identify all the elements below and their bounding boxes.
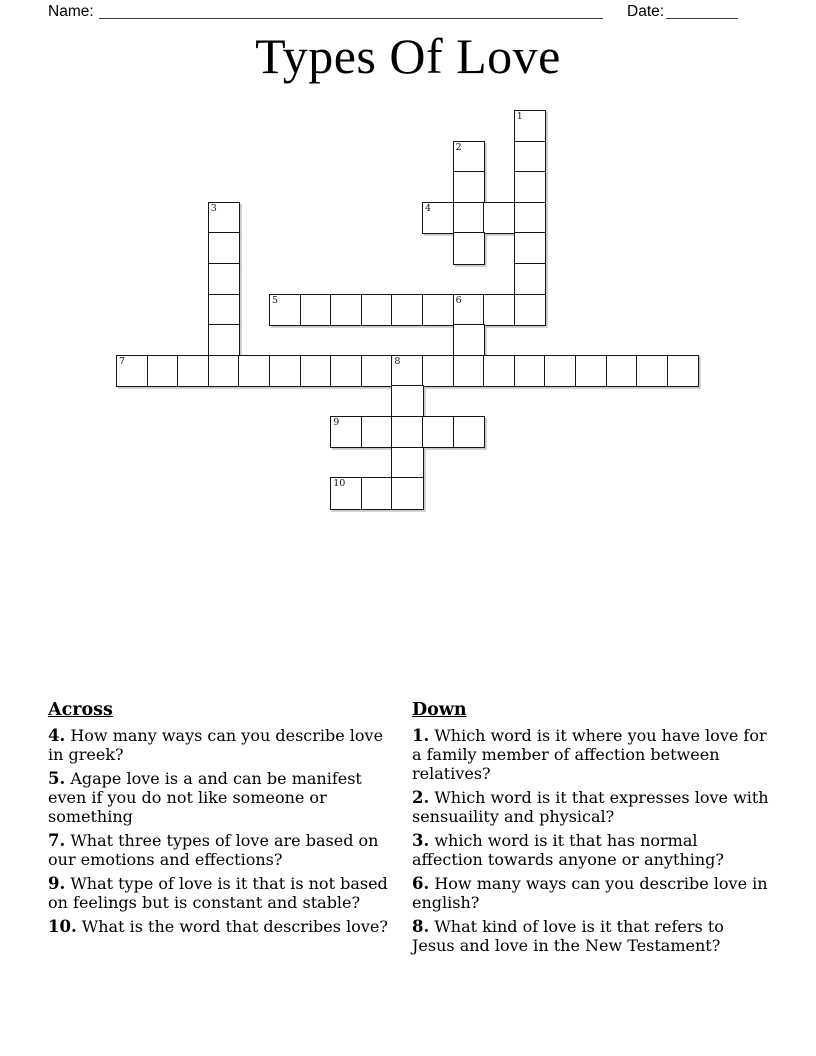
clues-down bbox=[412, 700, 770, 960]
cell-number: 3 bbox=[210, 202, 217, 214]
date-blank-line[interactable] bbox=[666, 2, 738, 19]
grid-cell[interactable] bbox=[391, 355, 423, 387]
grid-cell[interactable] bbox=[330, 294, 362, 326]
grid-cell[interactable] bbox=[300, 294, 332, 326]
grid-cell[interactable] bbox=[514, 355, 546, 387]
grid-cell[interactable] bbox=[391, 477, 423, 509]
grid-cell[interactable] bbox=[453, 202, 485, 234]
grid-cell[interactable] bbox=[636, 355, 668, 387]
clues-section bbox=[48, 700, 770, 960]
grid-cell[interactable] bbox=[269, 294, 301, 326]
clue-across-10: 10. What is the word that describes love? bbox=[48, 916, 388, 936]
crossword-grid bbox=[116, 110, 700, 510]
grid-cell[interactable] bbox=[514, 171, 546, 203]
cell-number: 8 bbox=[394, 355, 401, 367]
clue-across-7: 7. What three types of love are based on our emotions and effections? bbox=[48, 831, 379, 870]
grid-cell[interactable] bbox=[238, 355, 270, 387]
grid-cell[interactable] bbox=[361, 355, 393, 387]
clue-down-2: 2. Which word is it that expresses love with sensuaility and physical? bbox=[412, 788, 769, 827]
clue-number: 6. bbox=[412, 873, 430, 893]
name-blank-line[interactable] bbox=[99, 2, 603, 19]
grid-cell[interactable] bbox=[391, 416, 423, 448]
grid-cell[interactable] bbox=[422, 355, 454, 387]
grid-cell[interactable] bbox=[483, 355, 515, 387]
grid-cell[interactable] bbox=[606, 355, 638, 387]
cell-number: 4 bbox=[425, 202, 432, 214]
clue-across-4: 4. How many ways can you describe love in greek? bbox=[48, 726, 384, 765]
grid-cell[interactable] bbox=[514, 263, 546, 295]
grid-cell[interactable] bbox=[422, 294, 454, 326]
clue-down-6: 6. How many ways can you describe love in english? bbox=[412, 873, 768, 913]
grid-cell[interactable] bbox=[514, 110, 546, 142]
grid-cell[interactable] bbox=[361, 416, 393, 448]
clue-number: 2. bbox=[412, 788, 430, 808]
grid-cell[interactable] bbox=[391, 447, 423, 479]
down-clue-list bbox=[412, 726, 770, 955]
clue-across-9: 9. What type of love is it that is not based on feelings but is constant and stable? bbox=[48, 873, 388, 913]
cell-number: 6 bbox=[455, 294, 462, 306]
grid-cell[interactable] bbox=[422, 202, 454, 234]
grid-cell[interactable] bbox=[330, 416, 362, 448]
grid-cell[interactable] bbox=[208, 324, 240, 356]
clue-down-8: 8. What kind of love is it that refers to Jesus and love in the New Testament? bbox=[412, 916, 724, 956]
grid-cell[interactable] bbox=[330, 355, 362, 387]
date-label: Date: bbox=[627, 3, 665, 20]
clue-number: 9. bbox=[48, 873, 66, 893]
clue-down-3: 3. which word is it that has normal affection towards anyone or anything? bbox=[412, 831, 724, 870]
cell-number: 1 bbox=[516, 111, 523, 122]
grid-cell[interactable] bbox=[422, 416, 454, 448]
grid-cell[interactable] bbox=[208, 294, 240, 326]
clue-number: 7. bbox=[48, 831, 66, 851]
grid-cell[interactable] bbox=[361, 477, 393, 509]
grid-cell[interactable] bbox=[514, 202, 546, 234]
grid-cell[interactable] bbox=[300, 355, 332, 387]
grid-cell[interactable] bbox=[391, 294, 423, 326]
grid-cell[interactable] bbox=[483, 202, 515, 234]
page-title: Types Of Love bbox=[255, 28, 561, 84]
grid-cell[interactable] bbox=[667, 355, 699, 387]
grid-cell[interactable] bbox=[269, 355, 301, 387]
grid-cell[interactable] bbox=[391, 385, 423, 417]
grid-cell[interactable] bbox=[544, 355, 576, 387]
grid-cell[interactable] bbox=[208, 355, 240, 387]
grid-cell[interactable] bbox=[330, 477, 362, 509]
clue-number: 8. bbox=[412, 916, 430, 936]
across-heading: Across bbox=[48, 700, 113, 720]
clue-number: 5. bbox=[48, 768, 66, 788]
clue-number: 1. bbox=[412, 726, 430, 745]
grid-cell[interactable] bbox=[453, 355, 485, 387]
clue-number: 3. bbox=[412, 831, 430, 851]
down-heading: Down bbox=[412, 700, 467, 720]
grid-cell[interactable] bbox=[208, 232, 240, 264]
grid-cell[interactable] bbox=[514, 294, 546, 326]
grid-cell[interactable] bbox=[453, 232, 485, 264]
clue-number: 10. bbox=[48, 916, 77, 936]
grid-cell[interactable] bbox=[483, 294, 515, 326]
clue-down-1: 1. Which word is it where you have love for a family member of affection between relatives? bbox=[412, 726, 767, 784]
grid-cell[interactable] bbox=[453, 171, 485, 203]
clue-across-5: 5. Agape love is a and can be manifest even if you do not like someone or something bbox=[48, 768, 362, 827]
grid-cell[interactable] bbox=[514, 232, 546, 264]
grid-cell[interactable] bbox=[514, 141, 546, 173]
grid-cell[interactable] bbox=[208, 202, 240, 234]
grid-cell[interactable] bbox=[575, 355, 607, 387]
cell-number: 2 bbox=[455, 141, 462, 153]
clues-across bbox=[48, 700, 393, 960]
name-label: Name: bbox=[48, 3, 94, 20]
across-clue-list bbox=[48, 726, 393, 936]
cell-number: 9 bbox=[333, 417, 340, 428]
grid-cell[interactable] bbox=[208, 263, 240, 295]
grid-cell[interactable] bbox=[453, 324, 485, 356]
grid-cell[interactable] bbox=[361, 294, 393, 326]
cell-number: 10 bbox=[333, 478, 346, 490]
grid-cell[interactable] bbox=[453, 141, 485, 173]
cell-number: 5 bbox=[272, 294, 279, 306]
cell-number: 7 bbox=[119, 355, 126, 367]
grid-cell[interactable] bbox=[453, 294, 485, 326]
grid-cell[interactable] bbox=[147, 355, 179, 387]
grid-cell[interactable] bbox=[177, 355, 209, 387]
clue-number: 4. bbox=[48, 726, 66, 745]
grid-cell[interactable] bbox=[116, 355, 148, 387]
grid-cell[interactable] bbox=[453, 416, 485, 448]
